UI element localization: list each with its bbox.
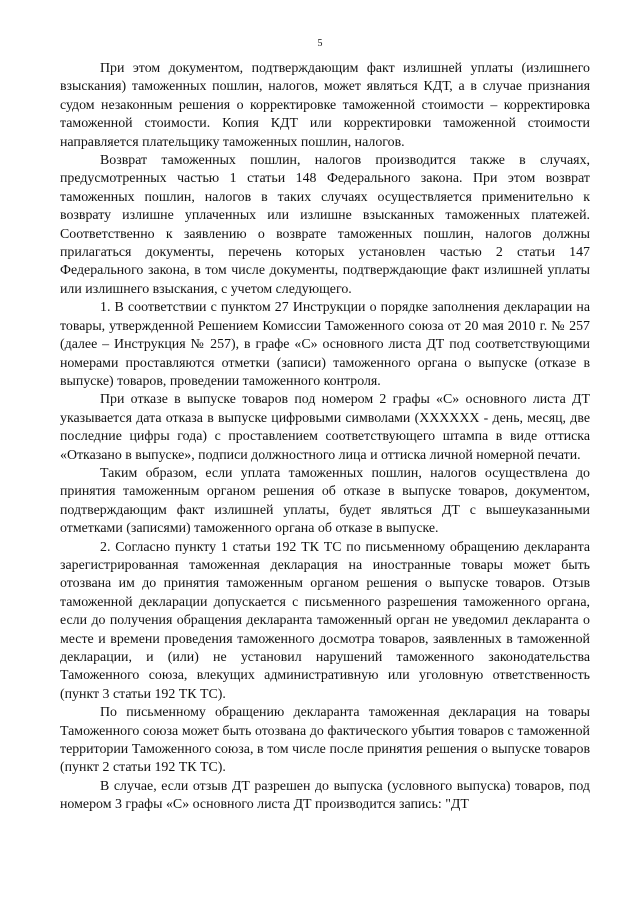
paragraph-withdrawal-record: В случае, если отзыв ДТ разрешен до выпуска (условного выпуска) товаров, под номером 3 графы «С» основного листа ДТ производится запись: "ДТ [60,778,590,813]
paragraph-refund-cases: Возврат таможенных пошлин, налогов производится также в случаях, предусмотренных частью 1 статьи 148 Федерального закона. При этом возврат таможенных пошлин, налогов в таких случаях осуществляется применительно к возврату излишне уплаченных или излишне взысканных таможенных платежей. Соответственно к заявлению о возврате таможенных пошлин, налогов должны прилагаться документы, перечень которых установлен частью 2 статьи 147 Федерального закона, в том числе документы, подтверждающие факт излишней уплаты или излишнего взыскания, с учетом следующего. [60,153,590,297]
paragraph-proof-document: При этом документом, подтверждающим факт излишней уплаты (излишнего взыскания) таможенных пошлин, налогов, может являться КДТ, а в случае признания судом незаконным решения о корректировке таможенной стоимости – корректировка таможенной стоимости. Копия КДТ или корректировки таможенной стоимости направляется плательщику таможенных пошлин, налогов. [60,61,590,150]
page-number: 5 [317,38,323,49]
document-body [60,60,590,815]
paragraph-conclusion: Таким образом, если уплата таможенных пошлин, налогов осуществлена до принятия таможенным органом решения об отказе в выпуске товаров, документом, подтверждающим факт излишней уплаты, будет являться ДТ с вышеуказанными отметками (записями) таможенного органа об отказе в выпуске. [60,465,590,537]
paragraph-release-refusal: При отказе в выпуске товаров под номером 2 графы «С» основного листа ДТ указывается дата отказа в выпуске цифровыми символами (ХХХХХХ - день, месяц, две последние цифры года) с проставлением соответствующего штампа в виде оттиска «Отказано в выпуске», подписи должностного лица и оттиска личной номерной печати. [60,392,590,463]
paragraph-instruction-27: 1. В соответствии с пунктом 27 Инструкции о порядке заполнения декларации на товары, утвержденной Решением Комиссии Таможенного союза от 20 мая 2010 г. № 257 (далее – Инструкция № 257), в графе «С» основного листа ДТ под соответствующими номерами проставляются отметки (записи) таможенного органа о выпуске (отказе в выпуске) товаров, проведении таможенного контроля. [60,300,590,389]
paragraph-union-goods: По письменному обращению декларанта таможенная декларация на товары Таможенного союза может быть отозвана до фактического убытия товаров с таможенной территории Таможенного союза, в том числе после принятия решения о выпуске товаров (пункт 2 статьи 192 ТК ТС). [60,705,590,776]
paragraph-article-192: 2. Согласно пункту 1 статьи 192 ТК ТС по письменному обращению декларанта зарегистрированная таможенная декларация на иностранные товары может быть отозвана им до принятия таможенным органом решения о выпуске товаров. Отзыв таможенной декларации допускается с письменного разрешения таможенного органа, если до получения обращения декларанта таможенный орган не уведомил декларанта о месте и времени проведения таможенного досмотра товаров, заявленных в таможенной декларации, и (или) не установил нарушений таможенного законодательства Таможенного союза, влекущих административную или уголовную ответственность (пункт 3 статьи 192 ТК ТС). [60,539,590,702]
